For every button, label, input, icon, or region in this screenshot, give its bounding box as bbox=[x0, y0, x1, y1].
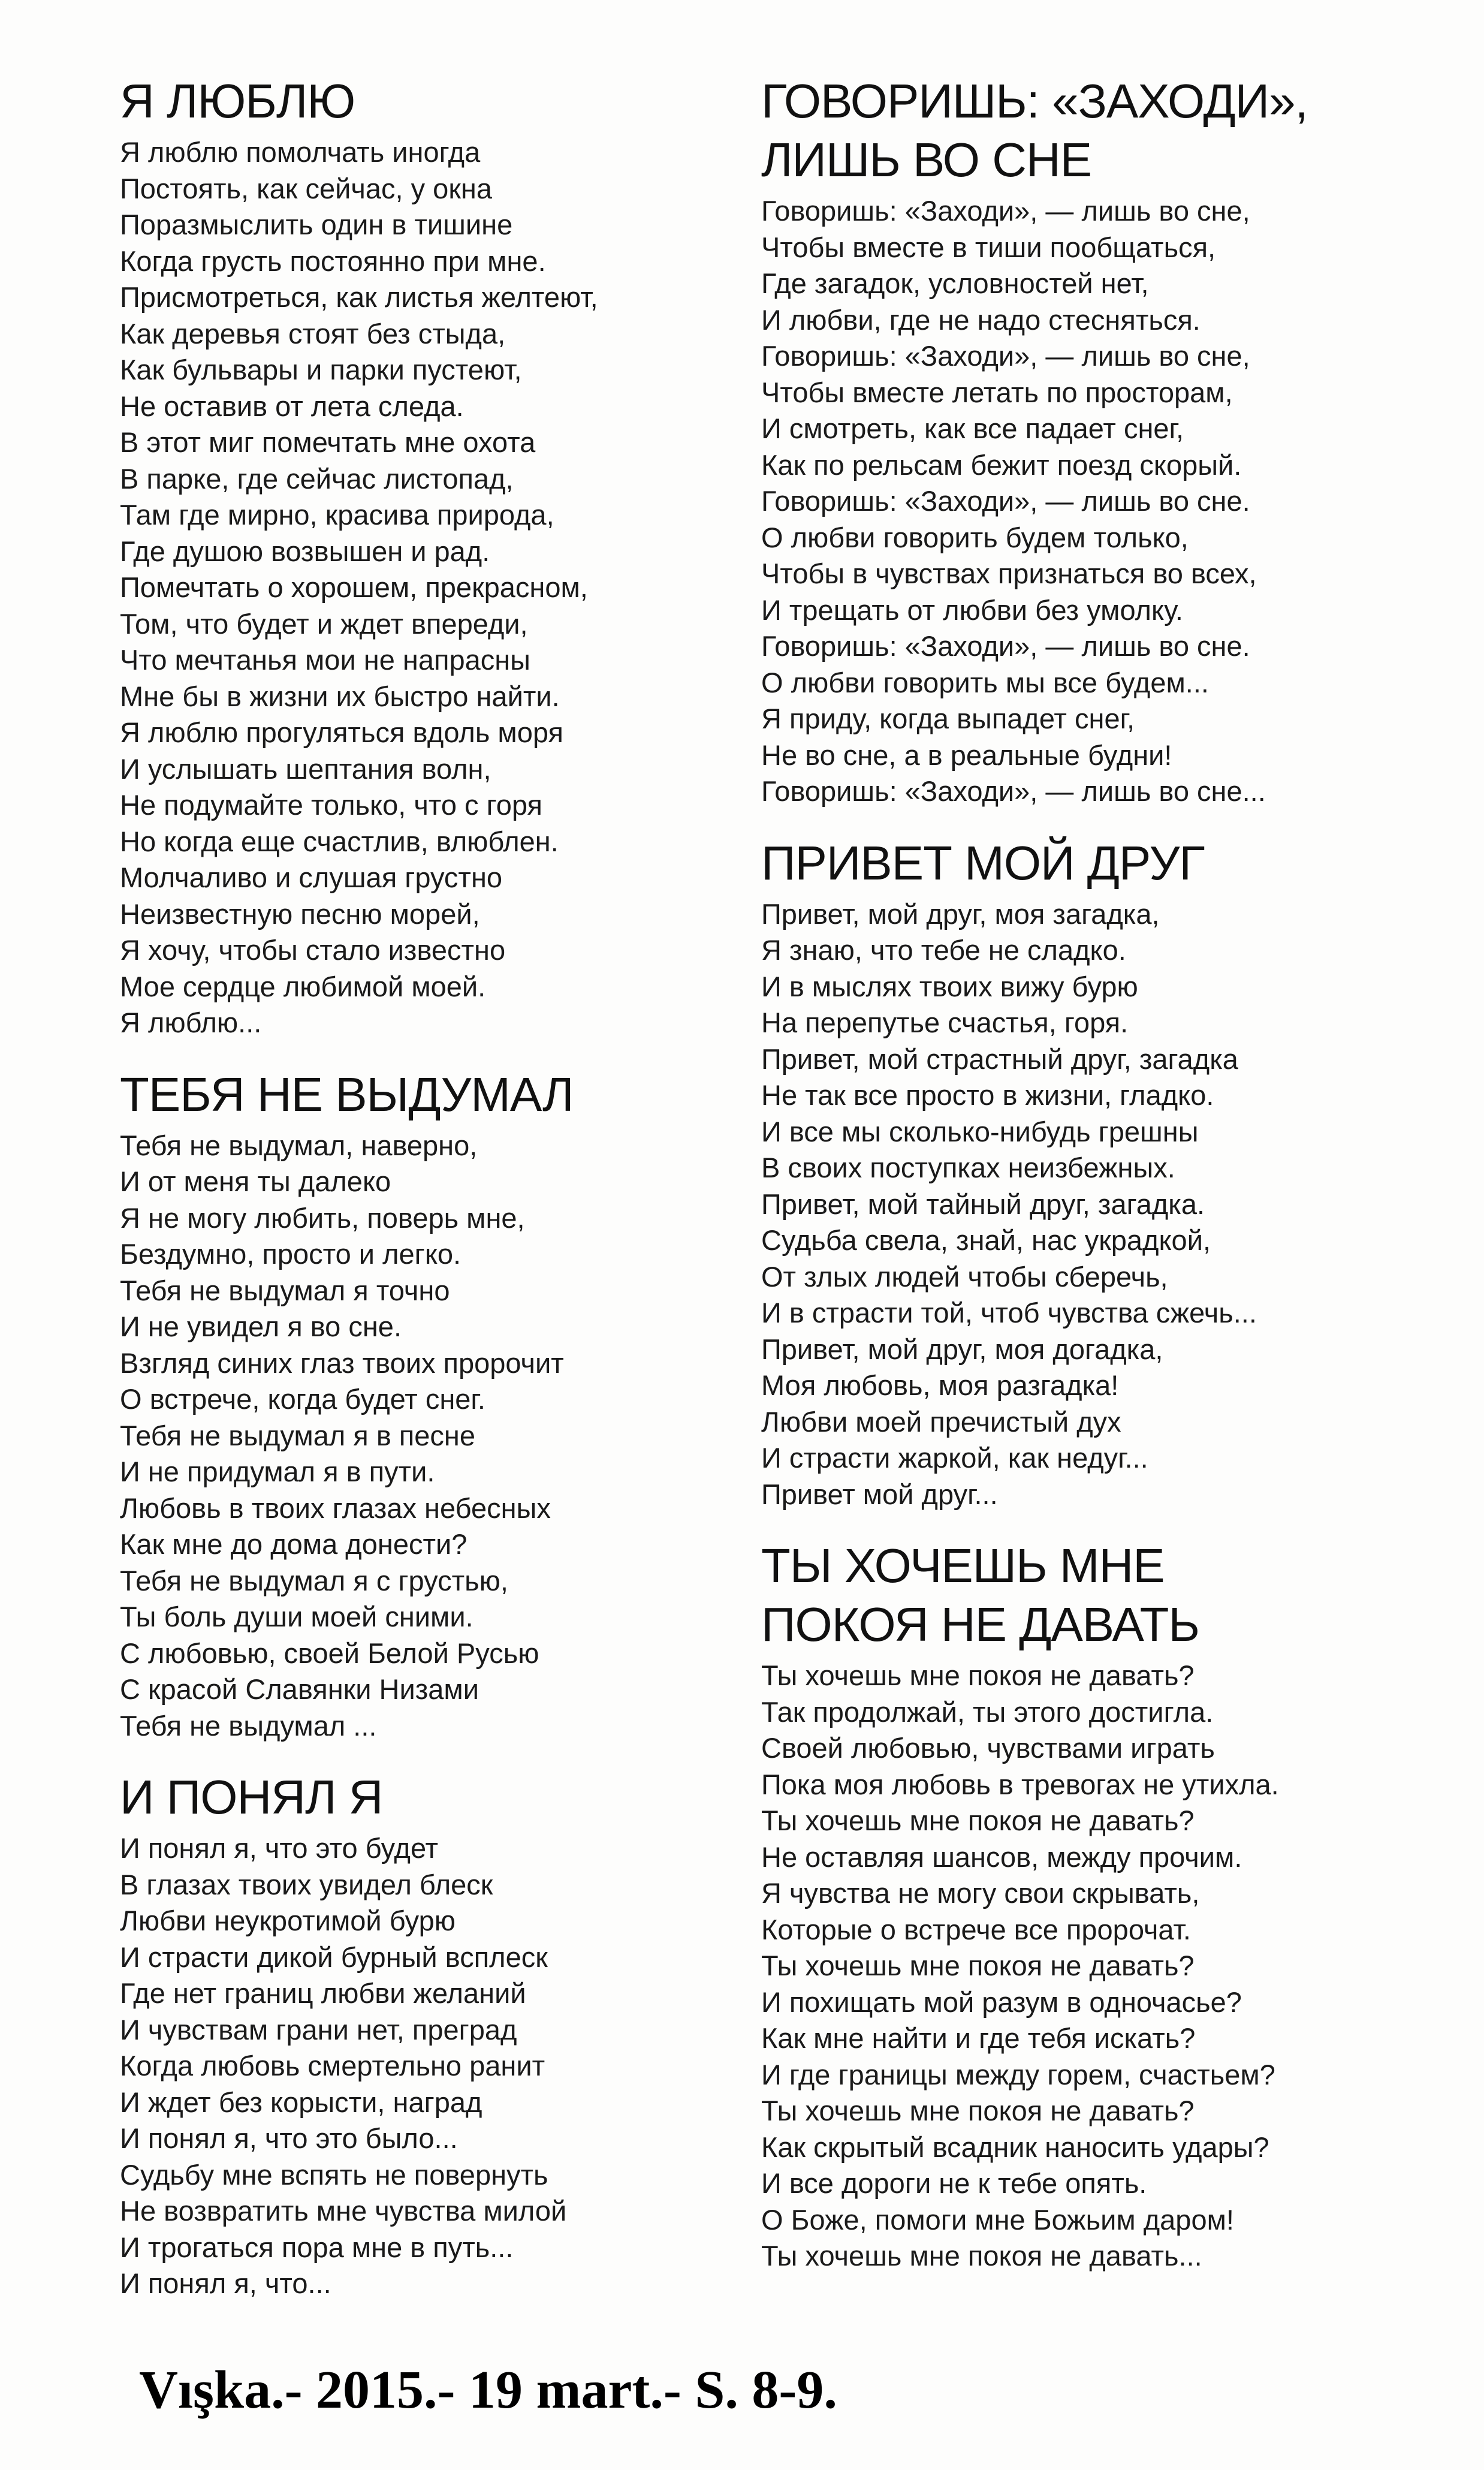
poem-govorish-zahodi bbox=[761, 72, 1391, 810]
poem-i-ponyal-ya bbox=[120, 1768, 719, 2302]
poem-line: Том, что будет и ждет впереди, bbox=[120, 607, 528, 640]
poem-line: О любви говорить будем только, bbox=[761, 521, 1189, 553]
poem-title-line: ГОВОРИШЬ: «ЗАХОДИ», bbox=[761, 74, 1308, 128]
right-column bbox=[761, 72, 1391, 2299]
poem-line: Я люблю... bbox=[120, 1007, 262, 1038]
poem-line: Где загадок, условностей нет, bbox=[761, 267, 1149, 299]
poem-line: Тебя не выдумал я в песне bbox=[120, 1419, 476, 1451]
poem-title bbox=[761, 1537, 1391, 1654]
poem-line: Чтобы вместе в тиши пообщаться, bbox=[761, 231, 1216, 263]
poem-line: Я хочу, чтобы стало известно bbox=[120, 934, 506, 966]
poem-line: О Боже, помоги мне Божьим даром! bbox=[761, 2203, 1234, 2236]
poem-line: И все мы сколько-нибудь грешны bbox=[761, 1115, 1199, 1147]
poem-title: ТЕБЯ НЕ ВЫДУМАЛ bbox=[120, 1067, 574, 1121]
poem-line: Как по рельсам бежит поезд скорый. bbox=[761, 448, 1242, 481]
poem-line: Ты хочешь мне покоя не давать? bbox=[761, 1805, 1195, 1836]
poem-title: Я ЛЮБЛЮ bbox=[120, 74, 355, 128]
poem-line: И все дороги не к тебе опять. bbox=[761, 2167, 1147, 2199]
poem-line: Чтобы вместе летать по просторам, bbox=[761, 376, 1233, 408]
poem-line: Поразмыслить один в тишине bbox=[120, 209, 513, 240]
poem-line: В парке, где сейчас листопад, bbox=[120, 462, 514, 495]
poem-line: Своей любовью, чувствами играть bbox=[761, 1732, 1215, 1764]
poem-line: О встрече, когда будет снег. bbox=[120, 1383, 485, 1415]
poem-line: Когда любовь смертельно ранит bbox=[120, 2050, 545, 2082]
poem-title-line: ПОКОЯ НЕ ДАВАТЬ bbox=[761, 1598, 1199, 1651]
poem-line: Что мечтанья мои не напрасны bbox=[120, 644, 530, 676]
poem-line: Чтобы в чувствах признаться во всех, bbox=[761, 558, 1257, 589]
poem-line: И не увидел я во сне. bbox=[120, 1311, 402, 1342]
poem-line: И в страсти той, чтоб чувства сжечь... bbox=[761, 1297, 1257, 1329]
poem-line: Говоришь: «Заходи», — лишь во сне, bbox=[761, 340, 1250, 372]
poem-line: Мое сердце любимой моей. bbox=[120, 970, 486, 1002]
poem-line: Ты хочешь мне покоя не давать? bbox=[761, 1950, 1195, 1981]
poem-line: Не оставив от лета следа. bbox=[120, 390, 464, 422]
poem-line: На перепутье счастья, горя. bbox=[761, 1007, 1129, 1038]
poem-line: Ты хочешь мне покоя не давать? bbox=[761, 1659, 1195, 1691]
poem-line: Говоришь: «Заходи», — лишь во сне, bbox=[761, 195, 1250, 227]
poem-line: Говоришь: «Заходи», — лишь во сне... bbox=[761, 775, 1266, 807]
poem-line: Привет мой друг... bbox=[761, 1478, 998, 1510]
poem-line: Говоришь: «Заходи», — лишь во сне. bbox=[761, 485, 1250, 517]
poem-line: И любви, где не надо стесняться. bbox=[761, 303, 1201, 336]
poem-title-line: ТЫ ХОЧЕШЬ МНЕ bbox=[761, 1539, 1165, 1592]
poem-line: И страсти жаркой, как недуг... bbox=[761, 1442, 1148, 1474]
poem-lines bbox=[120, 1128, 719, 1745]
poem-line: Как деревья стоят без стыда, bbox=[120, 317, 506, 350]
poem-title bbox=[761, 72, 1391, 189]
source-citation: Vışka.- 2015.- 19 mart.- S. 8-9. bbox=[139, 2360, 837, 2420]
poem-title: И ПОНЯЛ Я bbox=[120, 1770, 383, 1824]
poem-line: Любви неукротимой бурю bbox=[120, 1905, 456, 1936]
poem-line: Присмотреться, как листья желтеют, bbox=[120, 281, 598, 313]
poem-line: Ты хочешь мне покоя не давать? bbox=[761, 2095, 1195, 2126]
poem-line: Помечтать о хорошем, прекрасном, bbox=[120, 571, 588, 603]
poem-line: Судьба свела, знай, нас украдкой, bbox=[761, 1224, 1211, 1256]
poem-line: Привет, мой друг, моя догадка, bbox=[761, 1333, 1163, 1365]
poem-line: Ты хочешь мне покоя не давать... bbox=[761, 2240, 1202, 2272]
poem-line: И чувствам грани нет, преград bbox=[120, 2013, 517, 2046]
poem-line: И трещать от любви без умолку. bbox=[761, 594, 1183, 626]
poem-line: Мне бы в жизни их быстро найти. bbox=[120, 680, 560, 712]
poem-line: Где душою возвышен и рад. bbox=[120, 535, 490, 567]
poem-line: Я люблю помолчать иногда bbox=[120, 136, 481, 168]
poem-line: Но когда еще счастлив, влюблен. bbox=[120, 825, 559, 857]
poem-line: Неизвестную песню морей, bbox=[120, 897, 480, 930]
poem-line: И понял я, что это было... bbox=[120, 2122, 458, 2154]
poem-line: О любви говорить мы все будем... bbox=[761, 666, 1209, 698]
poem-line: С любовью, своей Белой Русью bbox=[120, 1637, 539, 1669]
poem-line: Где нет границ любви желаний bbox=[120, 1977, 526, 2009]
poem-line: В своих поступках неизбежных. bbox=[761, 1152, 1175, 1183]
poem-line: Тебя не выдумал, наверно, bbox=[120, 1129, 478, 1161]
poem-line: Привет, мой страстный друг, загадка bbox=[761, 1043, 1238, 1075]
poem-lines bbox=[120, 1830, 719, 2302]
poem-line: Ты боль души моей сними. bbox=[120, 1601, 473, 1632]
poem-line: И услышать шептания волн, bbox=[120, 752, 491, 785]
poem-line: С красой Славянки Низами bbox=[120, 1673, 479, 1705]
poem-line: Так продолжай, ты этого достигла. bbox=[761, 1695, 1214, 1728]
poem-line: Тебя не выдумал я точно bbox=[120, 1274, 450, 1306]
poem-line: В этот миг помечтать мне охота bbox=[120, 426, 536, 458]
poem-lines bbox=[761, 193, 1391, 810]
poem-line: И смотреть, как все падает снег, bbox=[761, 412, 1184, 444]
poem-ya-lyublyu bbox=[120, 72, 719, 1041]
poem-line: Я не могу любить, поверь мне, bbox=[120, 1201, 525, 1234]
poem-line: Я знаю, что тебе не сладко. bbox=[761, 934, 1126, 966]
poem-line: И страсти дикой бурный всплеск bbox=[120, 1941, 548, 1973]
poem-line: Не так все просто в жизни, гладко. bbox=[761, 1079, 1214, 1111]
poem-line: Я люблю прогуляться вдоль моря bbox=[120, 716, 563, 748]
poem-line: И понял я, что это будет bbox=[120, 1832, 439, 1864]
poem-lines bbox=[761, 1658, 1391, 2275]
poem-line: Привет, мой тайный друг, загадка. bbox=[761, 1188, 1205, 1220]
poem-line: Не возвратить мне чувства милой bbox=[120, 2195, 567, 2227]
poem-line: Как скрытый всадник наносить удары? bbox=[761, 2131, 1269, 2163]
poem-line: Молчаливо и слушая грустно bbox=[120, 862, 503, 893]
poem-line: Тебя не выдумал я с грустью, bbox=[120, 1564, 508, 1597]
poem-line: Постоять, как сейчас, у окна bbox=[120, 172, 492, 204]
poem-line: Я приду, когда выпадет снег, bbox=[761, 703, 1135, 734]
poem-line: Я чувства не могу свои скрывать, bbox=[761, 1877, 1200, 1909]
poem-line: Не во сне, а в реальные будни! bbox=[761, 739, 1172, 771]
poem-line: И от меня ты далеко bbox=[120, 1165, 391, 1197]
poem-line: И понял я, что... bbox=[120, 2267, 331, 2299]
poem-line: И ждет без корысти, наград bbox=[120, 2086, 482, 2118]
poem-ty-hochesh bbox=[761, 1537, 1391, 2275]
poem-line: Как мне найти и где тебя искать? bbox=[761, 2022, 1196, 2054]
poem-line: В глазах твоих увидел блеск bbox=[120, 1868, 493, 1900]
poem-line: Взгляд синих глаз твоих пророчит bbox=[120, 1347, 564, 1379]
poem-line: Там где мирно, красива природа, bbox=[120, 499, 554, 531]
poem-line: Когда грусть постоянно при мне. bbox=[120, 245, 546, 277]
poem-line: Любви моей пречистый дух bbox=[761, 1405, 1121, 1438]
poem-privet-moy-drug bbox=[761, 834, 1391, 1513]
poem-line: Привет, мой друг, моя загадка, bbox=[761, 897, 1160, 930]
poem-line: И трогаться пора мне в путь... bbox=[120, 2231, 514, 2263]
poem-lines bbox=[761, 896, 1391, 1513]
poem-line: Бездумно, просто и легко. bbox=[120, 1238, 462, 1270]
poem-line: И не придумал я в пути. bbox=[120, 1456, 435, 1487]
poem-tebya-ne-vydumal bbox=[120, 1065, 719, 1745]
poem-line: Не подумайте только, что с горя bbox=[120, 789, 542, 821]
poem-line: Которые о встрече все пророчат. bbox=[761, 1913, 1191, 1945]
poem-line: Не оставляя шансов, между прочим. bbox=[761, 1841, 1242, 1873]
poem-line: Любовь в твоих глазах небесных bbox=[120, 1492, 551, 1524]
poem-line: Моя любовь, моя разгадка! bbox=[761, 1369, 1119, 1401]
poem-line: Как бульвары и парки пустеют, bbox=[120, 354, 522, 385]
poem-title-line: ЛИШЬ ВО СНЕ bbox=[761, 133, 1092, 186]
poem-line: И похищать мой разум в одночасье? bbox=[761, 1986, 1242, 2018]
poem-line: Судьбу мне вспять не повернуть bbox=[120, 2158, 548, 2191]
poem-title: ПРИВЕТ МОЙ ДРУГ bbox=[761, 836, 1205, 890]
poem-line: Пока моя любовь в тревогах не утихла. bbox=[761, 1768, 1279, 1800]
poem-line: И где границы между горем, счастьем? bbox=[761, 2058, 1275, 2091]
poem-lines bbox=[120, 134, 719, 1041]
poem-line: От злых людей чтобы сберечь, bbox=[761, 1260, 1168, 1293]
poem-line: Как мне до дома донести? bbox=[120, 1528, 467, 1560]
poem-line: Говоришь: «Заходи», — лишь во сне. bbox=[761, 630, 1250, 662]
left-column bbox=[120, 72, 719, 2326]
poem-line: И в мыслях твоих вижу бурю bbox=[761, 970, 1138, 1002]
poem-line: Тебя не выдумал ... bbox=[120, 1709, 377, 1742]
